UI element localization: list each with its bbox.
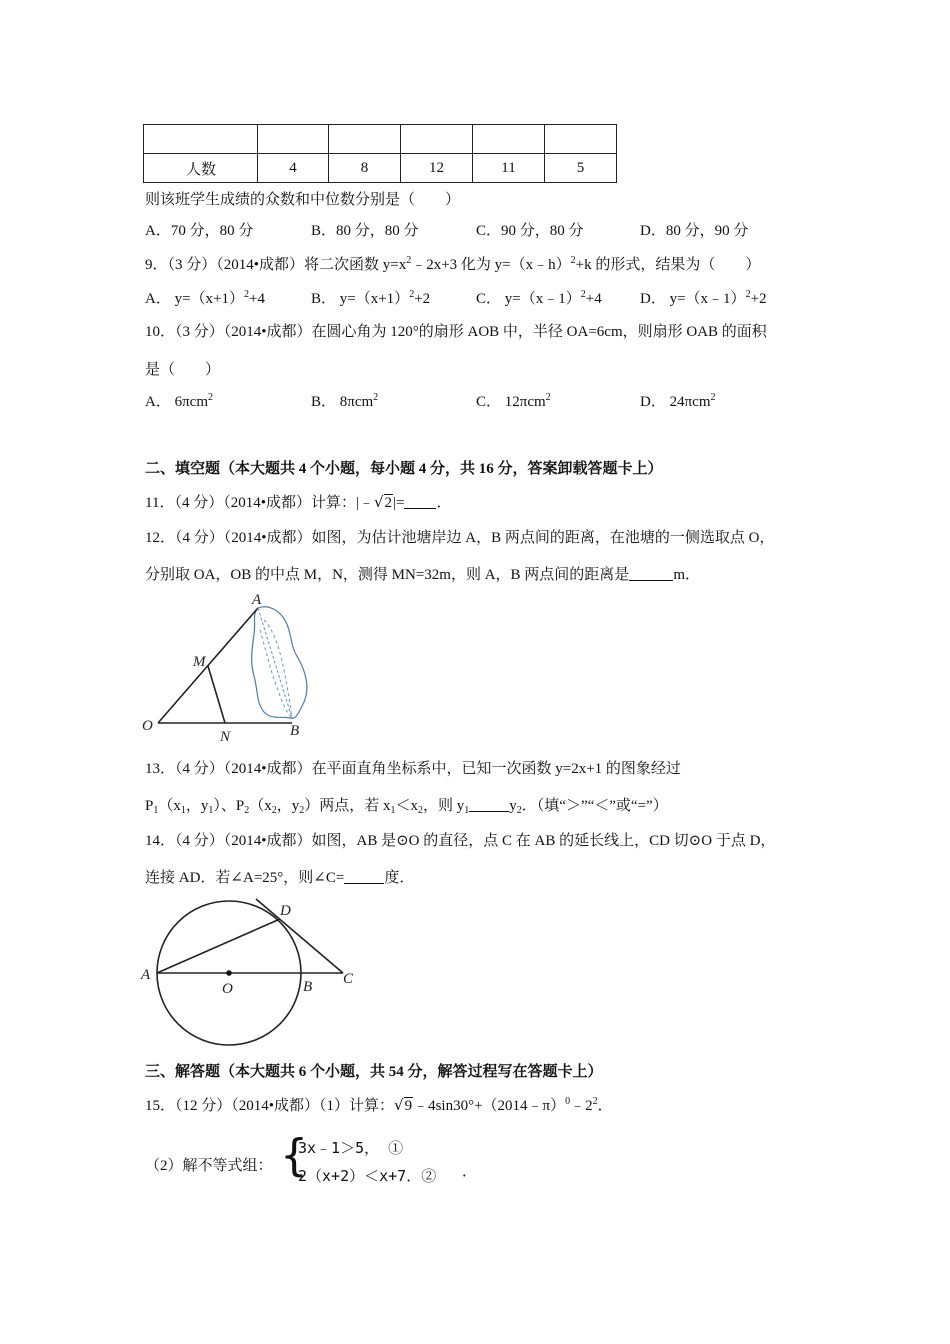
q10-option-d xyxy=(640,390,716,411)
answer-blank xyxy=(344,869,384,884)
q13-text: ．（填“＞”“＜”或“=”） xyxy=(521,798,668,814)
option-sup: 2 xyxy=(208,392,213,403)
q14-stem-line1: 14．（4 分）（2014•成都）如图，AB 是⊙O 的直径，点 C 在 AB 的延长线上，CD 切⊙O 于点 D， xyxy=(145,833,776,849)
q9-option-b xyxy=(311,287,430,308)
q13-sub: 2 xyxy=(271,805,277,816)
option-sup: 2 xyxy=(545,392,551,403)
label-o: O xyxy=(222,981,233,997)
option-label: A． xyxy=(145,394,171,410)
q13-sub: 1 xyxy=(464,805,470,816)
q13-text: （x xyxy=(158,798,181,814)
option-label: B． xyxy=(311,394,337,410)
option-value: 6πcm xyxy=(174,394,208,410)
q13-text: ，y xyxy=(185,798,209,814)
q9-text: ﹣2x+3 化为 y=（x﹣h） xyxy=(411,257,571,273)
answer-blank xyxy=(629,566,673,581)
q13-sub: 1 xyxy=(208,805,214,816)
q13-sub: 1 xyxy=(180,805,186,816)
answer-blank xyxy=(404,494,436,509)
table-cell: 4 xyxy=(258,154,329,183)
q13-stem-line1: 13．（4 分）（2014•成都）在平面直角坐标系中，已知一次函数 y=2x+1 的图象经过 xyxy=(145,761,681,777)
q10-option-a xyxy=(145,390,213,411)
q9-sup: 2 xyxy=(570,255,576,266)
option-tail: +4 xyxy=(585,291,602,307)
option-expr: y=（x﹣1） xyxy=(504,291,581,307)
q15-text: ． xyxy=(597,1098,613,1114)
option-label: C． xyxy=(476,291,502,307)
q9-option-d xyxy=(640,287,767,308)
q9-sup: 2 xyxy=(406,255,412,266)
table-cell xyxy=(473,125,545,154)
q11-text: ． xyxy=(436,495,452,511)
q12-stem-line2 xyxy=(145,563,700,584)
option-value: 24πcm xyxy=(669,394,711,410)
option-label: D． xyxy=(640,291,666,307)
q15-part1 xyxy=(145,1094,613,1115)
q13-text: ）两点，若 x xyxy=(304,798,391,814)
sqrt-sign-icon: √ xyxy=(394,1096,404,1114)
table-cell: 12 xyxy=(401,154,473,183)
q15-text: ﹣4sin30°+（2014﹣π） xyxy=(413,1098,566,1114)
q13-sub: 2 xyxy=(418,805,424,816)
pond-outline xyxy=(252,607,307,719)
q15-sup: 0 xyxy=(565,1096,571,1107)
label-c: C xyxy=(343,971,354,987)
q8-option-d: D．80 分，90 分 xyxy=(640,223,749,239)
option-tail: +2 xyxy=(750,291,767,307)
q12-text: 分别取 OA，OB 的中点 M，N，测得 MN=32m，则 A，B 两点间的距离是 xyxy=(145,567,630,583)
table-cell xyxy=(545,125,617,154)
table-cell xyxy=(144,125,258,154)
option-value: 12πcm xyxy=(504,394,546,410)
option-label: D． xyxy=(640,394,666,410)
option-sup: 2 xyxy=(580,289,586,300)
q9-text: 9．（3 分）（2014•成都）将二次函数 y=x xyxy=(145,257,407,273)
q13-text: ）、P xyxy=(213,798,245,814)
label-o: O xyxy=(142,718,153,734)
center-dot xyxy=(226,970,232,976)
option-value: 8πcm xyxy=(339,394,374,410)
q15-sup: 2 xyxy=(592,1096,598,1107)
table-cell: 8 xyxy=(329,154,401,183)
answer-blank xyxy=(469,797,509,812)
section3-heading: 三、解答题（本大题共 6 个小题，共 54 分，解答过程写在答题卡上） xyxy=(145,1064,603,1080)
q15-end: ． xyxy=(462,1164,478,1180)
option-label: C． xyxy=(476,394,502,410)
q11-stem xyxy=(145,491,452,512)
q13-text: ，则 y xyxy=(423,798,465,814)
q13-sub: 2 xyxy=(244,805,250,816)
q10-option-b xyxy=(311,390,378,411)
option-sup: 2 xyxy=(409,289,415,300)
brace-icon: { xyxy=(280,1130,308,1181)
table-cell xyxy=(401,125,473,154)
table-cell: 11 xyxy=(473,154,545,183)
q13-sub: 1 xyxy=(153,805,159,816)
option-tail: +4 xyxy=(249,291,265,307)
q8-stem: 则该班学生成绩的众数和中位数分别是（ ） xyxy=(145,192,461,208)
q15-part2-label: （2）解不等式组： xyxy=(145,1158,273,1174)
table-row xyxy=(144,154,617,183)
q10-stem-line1: 10．（3 分）（2014•成都）在圆心角为 120°的扇形 AOB 中，半径 OA=6cm，则扇形 OAB 的面积 xyxy=(145,324,767,340)
pond-inner-line xyxy=(264,620,292,718)
segment-oa xyxy=(158,608,258,723)
pond-figure xyxy=(140,590,330,745)
q8-option-a: A．70 分，80 分 xyxy=(145,223,254,239)
q13-text: ，y xyxy=(276,798,300,814)
q8-option-c: C．90 分，80 分 xyxy=(476,223,584,239)
circle-figure xyxy=(138,895,368,1050)
inequality-1: 3x﹣1＞5， ① xyxy=(298,1139,404,1157)
q12-text: m． xyxy=(673,567,700,583)
table-cell xyxy=(258,125,329,154)
q14-stem-line2 xyxy=(145,866,414,887)
q13-text: P xyxy=(145,798,154,814)
table-cell xyxy=(329,125,401,154)
option-sup: 2 xyxy=(745,289,751,300)
segment-mn xyxy=(208,666,225,723)
q13-sub: 2 xyxy=(516,805,522,816)
option-sup: 2 xyxy=(244,289,250,300)
row-label: 人数 xyxy=(144,154,258,183)
q14-text: 连接 AD．若∠A=25°，则∠C= xyxy=(145,870,345,886)
option-expr: y=（x﹣1） xyxy=(669,291,746,307)
option-tail: +2 xyxy=(414,291,431,307)
q13-sub: 2 xyxy=(299,805,305,816)
option-label: B． xyxy=(311,291,337,307)
label-a: A xyxy=(141,967,151,983)
option-expr: y=（x+1） xyxy=(339,291,410,307)
label-m: M xyxy=(193,654,206,670)
label-b: B xyxy=(290,723,300,739)
sqrt-sign-icon: √ xyxy=(373,493,384,511)
q9-option-a xyxy=(145,287,265,308)
q8-option-b: B．80 分，80 分 xyxy=(311,223,419,239)
label-a: A xyxy=(252,592,262,608)
option-expr: y=（x+1） xyxy=(174,291,245,307)
inequality-2: 2（x+2）＜x+7．② xyxy=(298,1167,437,1185)
label-b: B xyxy=(303,979,313,995)
q13-stem-line2 xyxy=(145,794,668,815)
q15-text: 15．（12 分）（2014•成都）（1）计算： xyxy=(145,1098,395,1114)
q11-text: 11．（4 分）（2014•成都）计算：|﹣ xyxy=(145,495,374,511)
q9-stem xyxy=(145,253,760,274)
q11-radical: 2 xyxy=(384,495,393,511)
q10-stem-line2: 是（ ） xyxy=(145,362,221,378)
pond-inner-line xyxy=(260,630,292,718)
option-label: A． xyxy=(145,291,171,307)
label-n: N xyxy=(220,729,231,745)
score-table xyxy=(143,124,617,183)
option-sup: 2 xyxy=(373,392,379,403)
q9-option-c xyxy=(476,287,602,308)
q13-text: （x xyxy=(249,798,272,814)
table-cell: 5 xyxy=(545,154,617,183)
q14-text: 度． xyxy=(384,870,415,886)
q9-text: +k 的形式，结果为（ ） xyxy=(575,257,761,273)
q13-text: y xyxy=(509,798,517,814)
option-sup: 2 xyxy=(710,392,716,403)
q11-text: |= xyxy=(393,495,405,511)
q12-stem-line1: 12．（4 分）（2014•成都）如图，为估计池塘岸边 A，B 两点间的距离，在池塘的一侧选取点 O， xyxy=(145,530,775,546)
table-header-row xyxy=(144,125,617,154)
q13-sub: 1 xyxy=(390,805,396,816)
q13-text: ＜x xyxy=(395,798,419,814)
label-d: D xyxy=(280,903,291,919)
section2-heading: 二、填空题（本大题共 4 个小题，每小题 4 分，共 16 分，答案卸载答题卡上） xyxy=(145,461,663,477)
segment-ad xyxy=(157,919,280,973)
q10-option-c xyxy=(476,390,551,411)
q15-text: ﹣2 xyxy=(570,1098,593,1114)
q15-radical: 9 xyxy=(404,1098,413,1114)
